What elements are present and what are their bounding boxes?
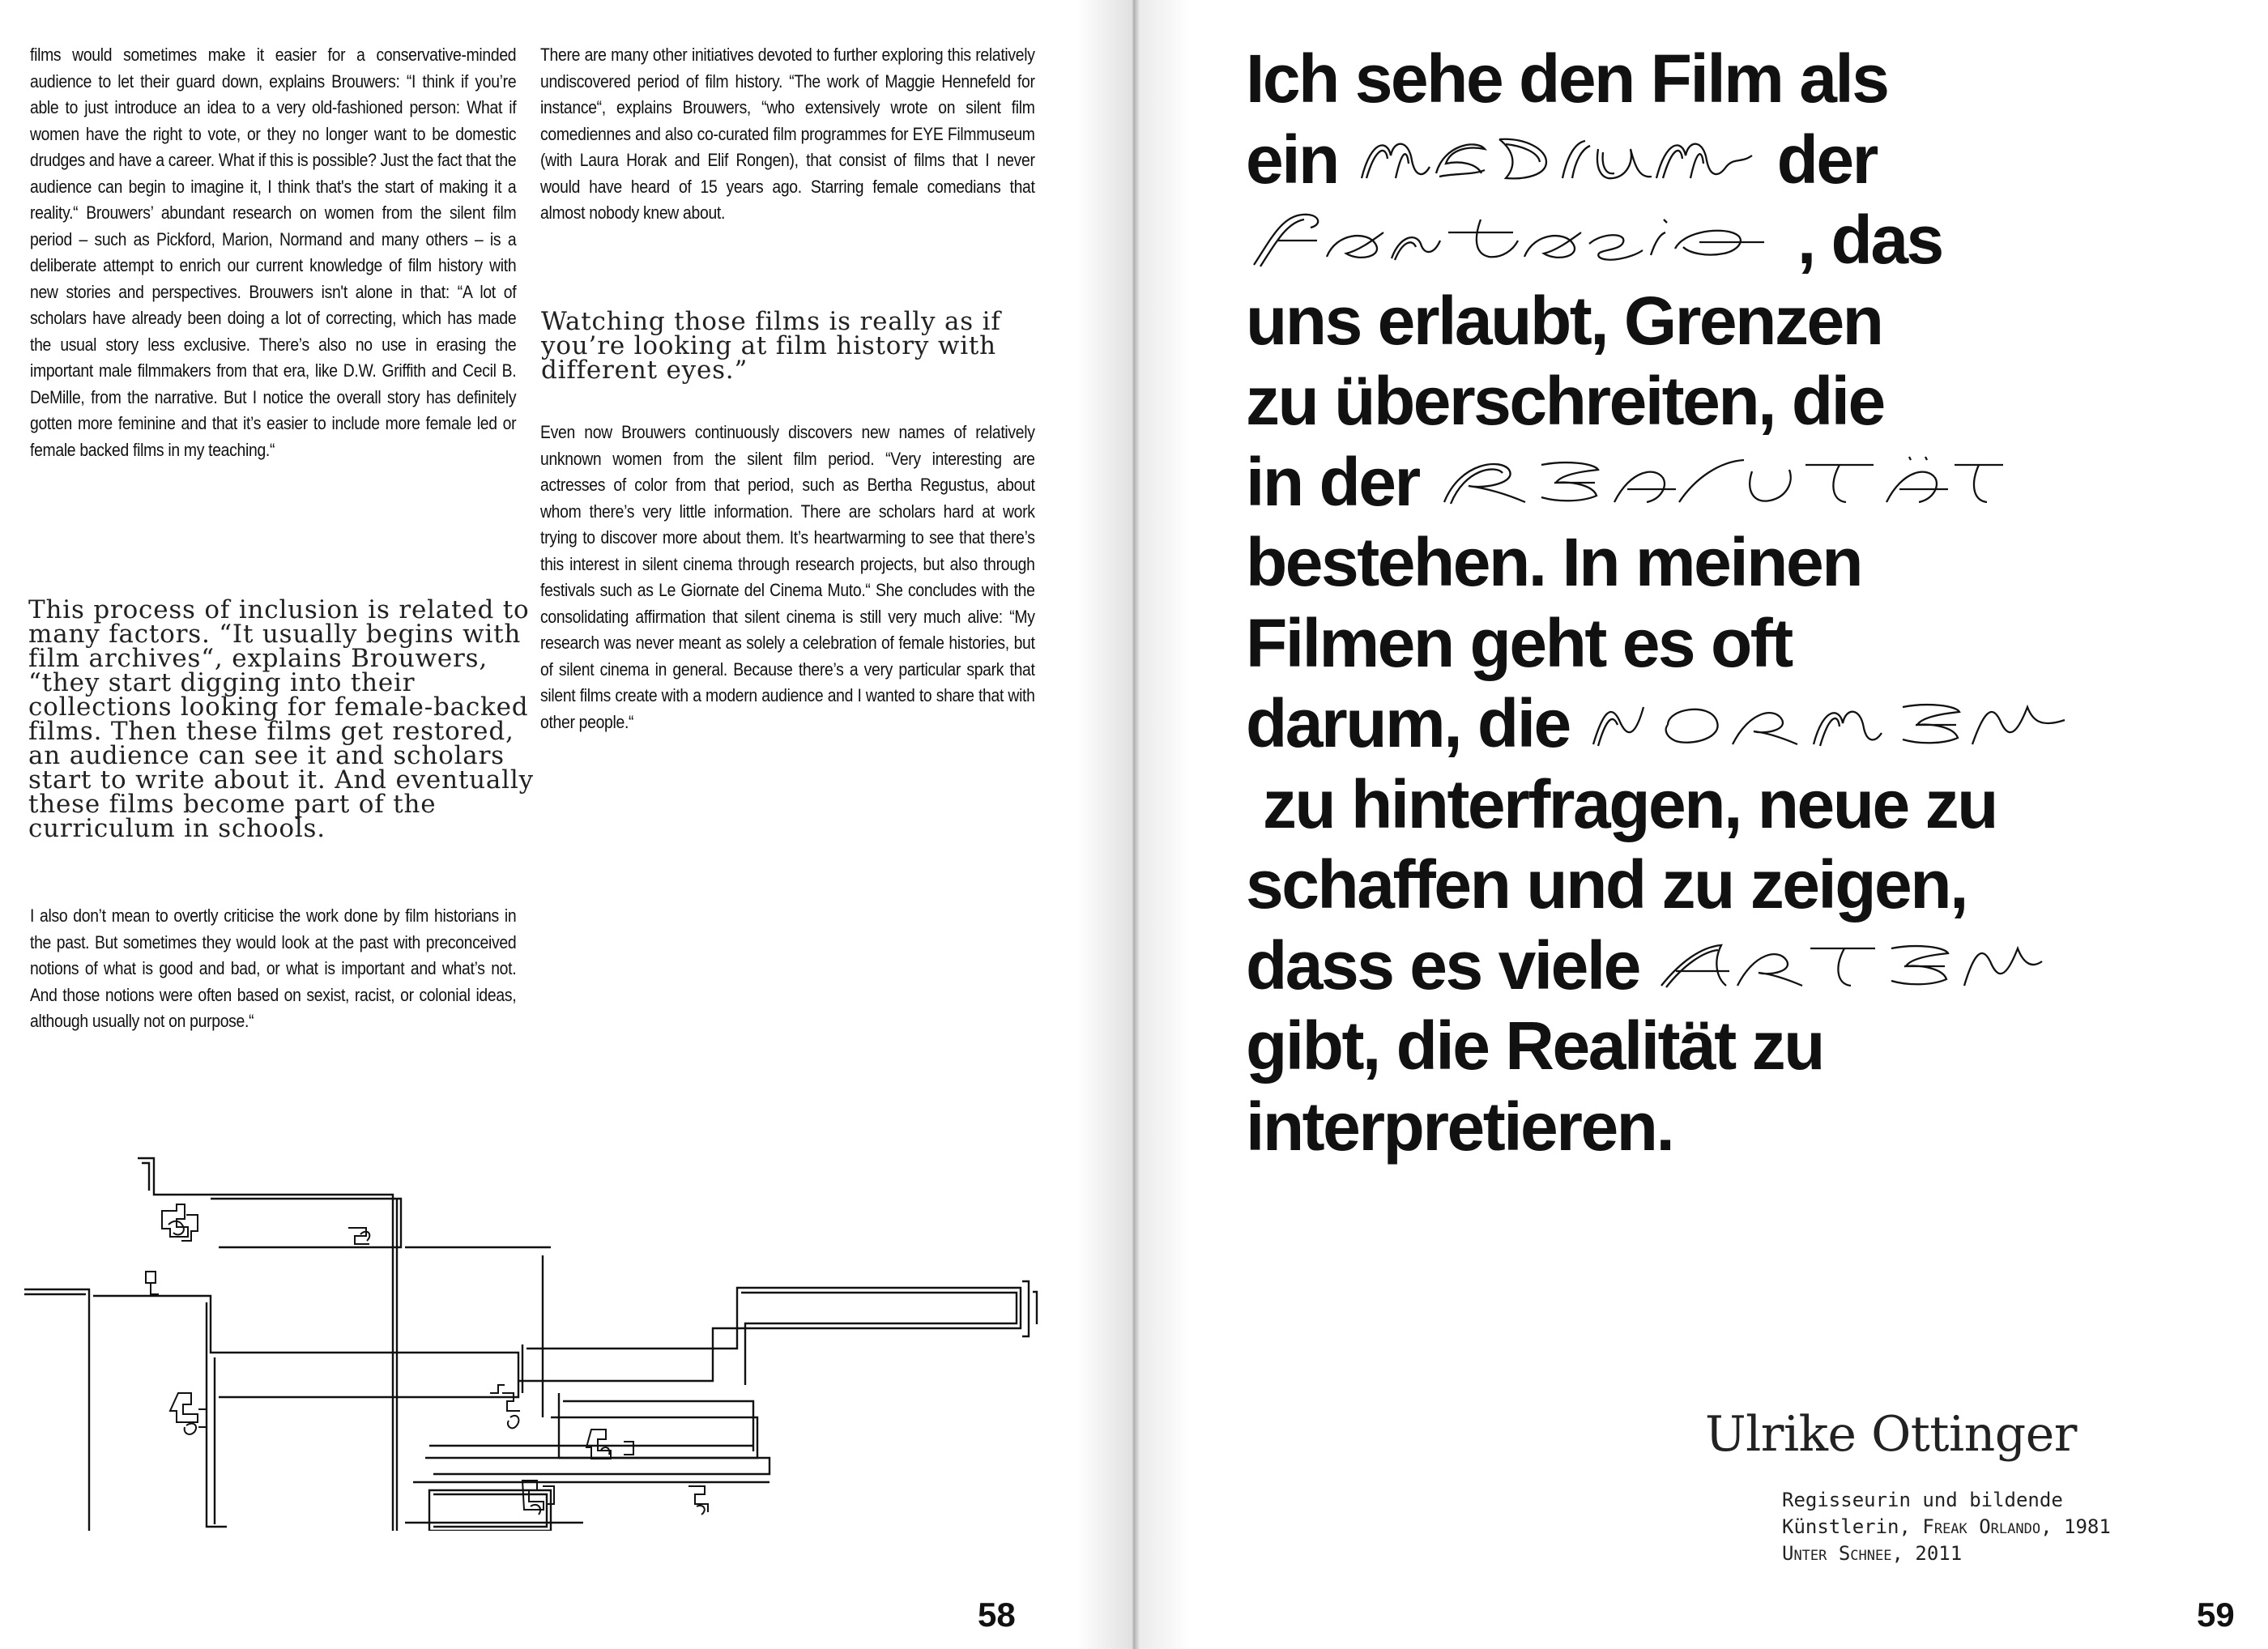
quote-line: interpretieren. [1246, 1088, 1673, 1165]
quote-line: bestehen. In meinen [1246, 524, 1862, 600]
film-title: Freak Orlando [1922, 1515, 2041, 1538]
quote-line: zu überschreiten, die [1246, 363, 1884, 439]
quote-line: zu hinterfragen, neue zu [1246, 765, 1997, 842]
quote-line: , das [1246, 200, 2202, 281]
body-paragraph: films would sometimes make it easier for a conservative-minded audience to let their guard down, explains Brouwers: “I think if you’re able to just introduce an idea to a very old-fashioned person: What if women have the right to vote, or they no longer want to be domestic drudges and have a career. What if this is possible? Just the fact that the audience can begin to imagine it, I think that's the start of making it a reality.“ Brouwers’ abundant research on women from the silent film period – such as Pickford, Marion, Normand and many others – is a deliberate attempt to enrich our current knowledge of film history with new stories and perspectives. Brouwers isn't alone in that: “A lot of scholars have already been doing a lot of correcting, which has made the usual story less exclusive. There’s also no use in erasing the important male filmmakers from that era, like D.W. Griffith and Cecil B. DeMille, from the narrative. But I notice the overall story has definitely gotten more feminine and that it’s easier to include more female led or female backed films in my teaching.“ [30, 45, 517, 460]
quote-line: ein der [1246, 121, 1877, 198]
large-quote [1246, 39, 2202, 1167]
script-word-fantasie [1246, 208, 1780, 273]
author-name: Ulrike Ottinger [1705, 1406, 2077, 1463]
left-page [0, 0, 1132, 1649]
page-number: 58 [978, 1596, 1016, 1634]
script-word-medium [1355, 131, 1760, 188]
quote-line: Filmen geht es oft [1246, 604, 1792, 681]
quote-line: Ich sehe den Film als [1246, 40, 1888, 117]
quote-line: schaffen und zu zeigen, [1246, 846, 1967, 923]
quote-line: darum, die [1246, 684, 2202, 765]
script-word-realitaet [1436, 454, 2003, 510]
text-column-left [30, 42, 516, 593]
script-word-normen [1587, 696, 2073, 752]
drawing-outer-lines [24, 1158, 1037, 1531]
architectural-line-drawing [24, 1150, 1045, 1531]
text-column-right [540, 42, 1035, 227]
body-paragraph: I also don’t mean to overtly criticise the work done by film historians in the past. But sometimes they would look at the past with preconceived notions of what is good and bad, or what is important and what’s not. And those notions were often based on sexist, racist, or colonial ideas, although usually not on purpose.“ [30, 905, 517, 1031]
body-paragraph: Even now Brouwers continuously discovers new names of relatively unknown women from the silent film period. “Very interesting are actresses of color from that period, such as Bertha Regustus, about whom there’s very little information. There are scholars hard at work trying to discover more about them. It’s heartwarming to see that there’s this interest in silent cinema through research projects, but also through festivals such as Le Giornate del Cinema Muto.“ She concludes with the consolidating affirmation that silent cinema is still very much alive: “My research was never meant as solely a celebration of female histories, but of silent cinema in general. Because there’s a very particular spark that silent films create with a modern audience and I wanted to share that with other people.“ [540, 422, 1035, 732]
body-paragraph: There are many other initiatives devoted to further exploring this relatively undiscovered period of film history. “The work of Maggie Hennefeld for instance“, explains Brouwers, “who extensively wrote on silent film comediennes and also co-curated film programmes for EYE Filmmuseum (with Laura Horak and Elif Rongen), that consist of films that I never would have heard of 15 years ago. Starring female comedians that almost nobody knew about. [540, 45, 1035, 223]
film-title: Unter Schnee [1782, 1542, 1892, 1565]
drawing-ornament-details [146, 1204, 708, 1515]
quote-line: dass es viele [1246, 926, 2202, 1007]
script-word-arten [1656, 937, 2045, 994]
pull-quote: Watching those films is really as if you’re looking at film history with different eyes.” [541, 307, 1001, 385]
pull-quote: This process of inclusion is related to many factors. “It usually begins with film archives“, explains Brouwers, “they start digging into their collections looking for female-backed films. Then these films get restored, an audience can see it and scholars start to write about it. And eventually these films become part of the curriculum in schools. [28, 595, 534, 843]
author-caption [1782, 1487, 2111, 1567]
caption-line: Künstlerin, Freak Orlando, 1981 [1782, 1515, 2111, 1538]
page-number: 59 [2197, 1596, 2235, 1634]
quote-line: in der [1246, 442, 2202, 523]
quote-line: uns erlaubt, Grenzen [1246, 282, 1882, 359]
quote-line: gibt, die Realität zu [1246, 1008, 1823, 1084]
caption-line: Regisseurin und bildende [1782, 1489, 2063, 1511]
caption-line: Unter Schnee, 2011 [1782, 1542, 1963, 1565]
